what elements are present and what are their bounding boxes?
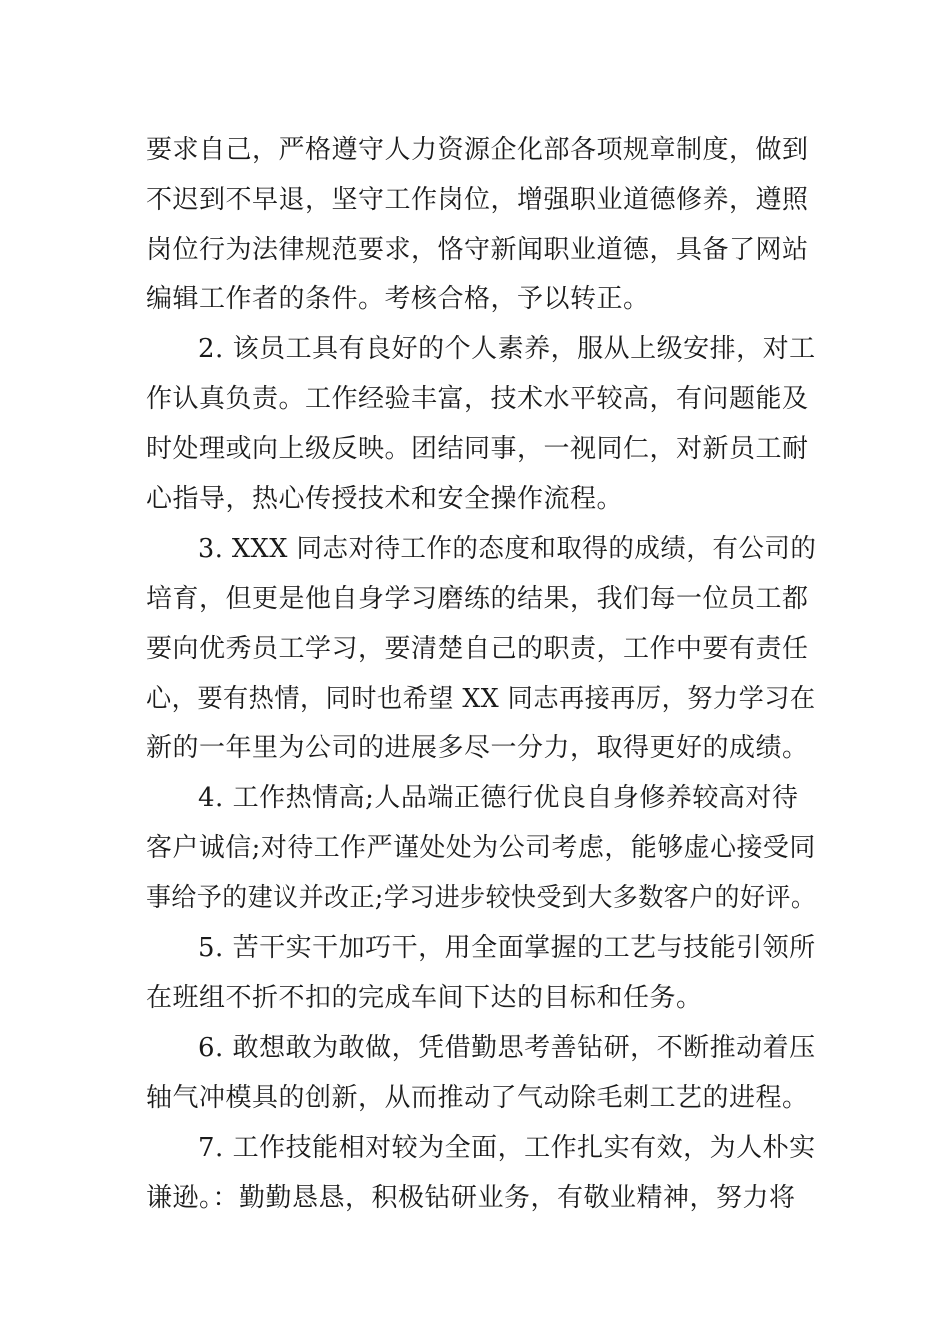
text-line: 心，要有热情，同时也希望 XX 同志再接再厉，努力学习在 xyxy=(146,684,816,714)
text-line: 不迟到不早退，坚守工作岗位，增强职业道德修养，遵照 xyxy=(146,185,809,215)
text-line: 要向优秀员工学习，要清楚自己的职责，工作中要有责任 xyxy=(146,634,809,664)
text-line: 2. 该员工具有良好的个人素养，服从上级安排，对工 xyxy=(198,334,816,364)
text-line: 编辑工作者的条件。考核合格，予以转正。 xyxy=(146,284,650,314)
text-line: 时处理或向上级反映。团结同事，一视同仁，对新员工耐 xyxy=(146,434,809,464)
text-line: 6. 敢想敢为敢做，凭借勤思考善钻研，不断推动着压 xyxy=(198,1033,816,1063)
text-line: 培育，但更是他自身学习磨练的结果，我们每一位员工都 xyxy=(146,584,809,614)
text-line: 谦逊。：勤勤恳恳，积极钻研业务，有敬业精神，努力将 xyxy=(146,1183,796,1213)
text-line: 轴气冲模具的创新，从而推动了气动除毛刺工艺的进程。 xyxy=(146,1083,809,1113)
text-line: 5. 苦干实干加巧干，用全面掌握的工艺与技能引领所 xyxy=(198,933,816,963)
text-line: 新的一年里为公司的进展多尽一分力，取得更好的成绩。 xyxy=(146,733,809,763)
text-line: 7. 工作技能相对较为全面，工作扎实有效，为人朴实 xyxy=(198,1133,816,1163)
text-line: 在班组不折不扣的完成车间下达的目标和任务。 xyxy=(146,983,703,1013)
text-line: 事给予的建议并改正;学习进步较快受到大多数客户的好评。 xyxy=(146,883,817,913)
text-line: 作认真负责。工作经验丰富，技术水平较高，有问题能及 xyxy=(146,384,809,414)
text-line: 4. 工作热情高;人品端正德行优良自身修养较高对待 xyxy=(198,783,799,813)
text-line: 3. XXX 同志对待工作的态度和取得的成绩，有公司的 xyxy=(198,534,817,564)
text-line: 岗位行为法律规范要求，恪守新闻职业道德，具备了网站 xyxy=(146,235,809,265)
text-line: 要求自己，严格遵守人力资源企化部各项规章制度，做到 xyxy=(146,135,809,165)
text-line: 客户诚信;对待工作严谨处处为公司考虑，能够虚心接受同 xyxy=(146,833,816,863)
text-line: 心指导，热心传授技术和安全操作流程。 xyxy=(146,484,624,514)
